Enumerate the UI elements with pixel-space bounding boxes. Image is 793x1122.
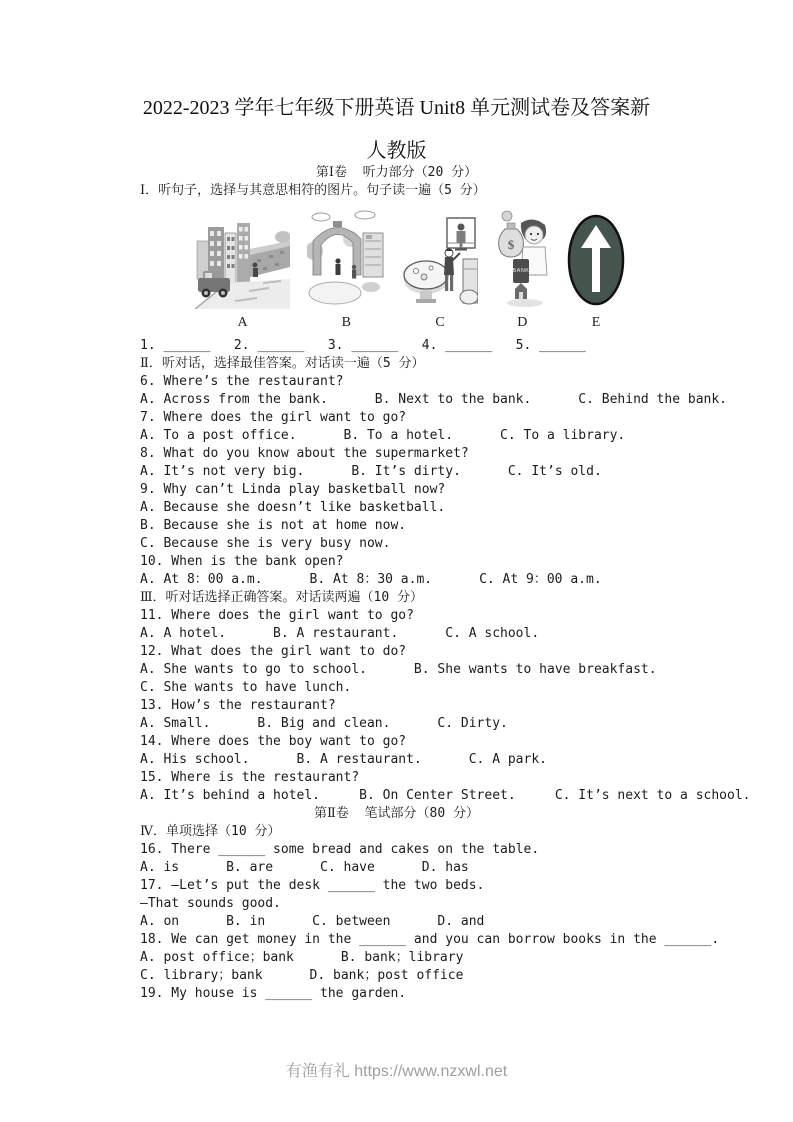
section-header-part1: 第Ⅰ卷 听力部分（20 分） <box>315 165 478 180</box>
picture-label-e: E <box>591 315 601 330</box>
question-line: 18. We can get money in the ______ and you can borrow books in the ______. <box>140 932 720 947</box>
picture-b-park-entrance-image <box>307 209 385 309</box>
options-line: A. Small. B. Big and clean. C. Dirty. <box>140 716 508 731</box>
answer-blanks-line: 1. ______ 2. ______ 3. ______ 4. ______ 5. ______ <box>140 338 587 353</box>
options-line: A. A hotel. B. A restaurant. C. A school. <box>140 626 540 641</box>
question-line: 8. What do you know about the supermarket? <box>140 446 469 461</box>
question-line: 10. When is the bank open? <box>140 554 344 569</box>
bank-label: BANK <box>512 268 530 274</box>
options-line: A. It’s not very big. B. It’s dirty. C. It’s old. <box>140 464 602 479</box>
picture-label-d: D <box>517 315 528 330</box>
picture-e-straight-ahead-sign-image <box>567 213 625 309</box>
options-line: C. She wants to have lunch. <box>140 680 352 695</box>
picture-d-bank-money-image <box>495 209 550 309</box>
question-line: 12. What does the girl want to do? <box>140 644 407 659</box>
question-line: 16. There ______ some bread and cakes on the table. <box>140 842 540 857</box>
body-lines <box>0 337 793 1003</box>
options-line: A. on B. in C. between D. and <box>140 914 485 929</box>
picture-label-a: A <box>237 315 248 330</box>
question-line: 13. How’s the restaurant? <box>140 698 336 713</box>
options-line: B. Because she is not at home now. <box>140 518 407 533</box>
question-line: 15. Where is the restaurant? <box>140 770 360 785</box>
picture-a-street-scene-image <box>195 221 290 309</box>
watermark-footer: 有渔有礼 https://www.nzxwl.net <box>285 1063 508 1080</box>
instruction-listen-sentences: Ⅰ．听句子，选择与其意思相符的图片。句子读一遍（5 分） <box>140 183 486 198</box>
question-line: 9. Why can’t Linda play basketball now? <box>140 482 446 497</box>
options-line: A. She wants to go to school. B. She wants to have breakfast. <box>140 662 657 677</box>
document-title-line2: 人教版 <box>366 140 427 162</box>
picture-label-c: C <box>435 315 445 330</box>
instruction-listen-dialog2: Ⅲ．听对话选择正确答案。对话读两遍（10 分） <box>140 590 424 605</box>
options-line: A. is B. are C. have D. has <box>140 860 469 875</box>
question-line: 11. Where does the girl want to go? <box>140 608 414 623</box>
picture-labels <box>195 314 625 332</box>
question-line: 6. Where’s the restaurant? <box>140 374 344 389</box>
header-lines <box>0 164 793 200</box>
options-line: A. To a post office. B. To a hotel. C. To a library. <box>140 428 626 443</box>
instruction-multiple-choice: Ⅳ．单项选择（10 分） <box>140 824 281 839</box>
options-line: A. It’s behind a hotel. B. On Center Street. C. It’s next to a school. <box>140 788 751 803</box>
instruction-listen-dialog: Ⅱ．听对话，选择最佳答案。对话读一遍（5 分） <box>140 356 425 371</box>
question-line: 17. —Let’s put the desk ______ the two beds. <box>140 878 485 893</box>
dollar-sign-glyph: $ <box>507 237 514 252</box>
options-line: A. His school. B. A restaurant. C. A park. <box>140 752 547 767</box>
picture-strip <box>195 209 625 309</box>
picture-c-restaurant-scene-image <box>403 217 478 309</box>
question-line: 7. Where does the girl want to go? <box>140 410 407 425</box>
document-title-line1: 2022-2023 学年七年级下册英语 Unit8 单元测试卷及答案新 <box>142 97 651 119</box>
options-line: A. At 8：00 a.m. B. At 8：30 a.m. C. At 9：00 a.m. <box>140 572 602 587</box>
options-line: A. Across from the bank. B. Next to the bank. C. Behind the bank. <box>140 392 727 407</box>
options-line: C. library；bank D. bank；post office <box>140 968 464 983</box>
question-line: 14. Where does the boy want to go? <box>140 734 407 749</box>
options-line: C. Because she is very busy now. <box>140 536 391 551</box>
options-line: A. Because she doesn’t like basketball. <box>140 500 446 515</box>
options-line: A. post office；bank B. bank；library <box>140 950 464 965</box>
section-header-part2: 第Ⅱ卷 笔试部分（80 分） <box>314 806 479 821</box>
question-line: —That sounds good. <box>140 896 281 911</box>
question-line: 19. My house is ______ the garden. <box>140 986 407 1001</box>
picture-label-b: B <box>341 315 351 330</box>
